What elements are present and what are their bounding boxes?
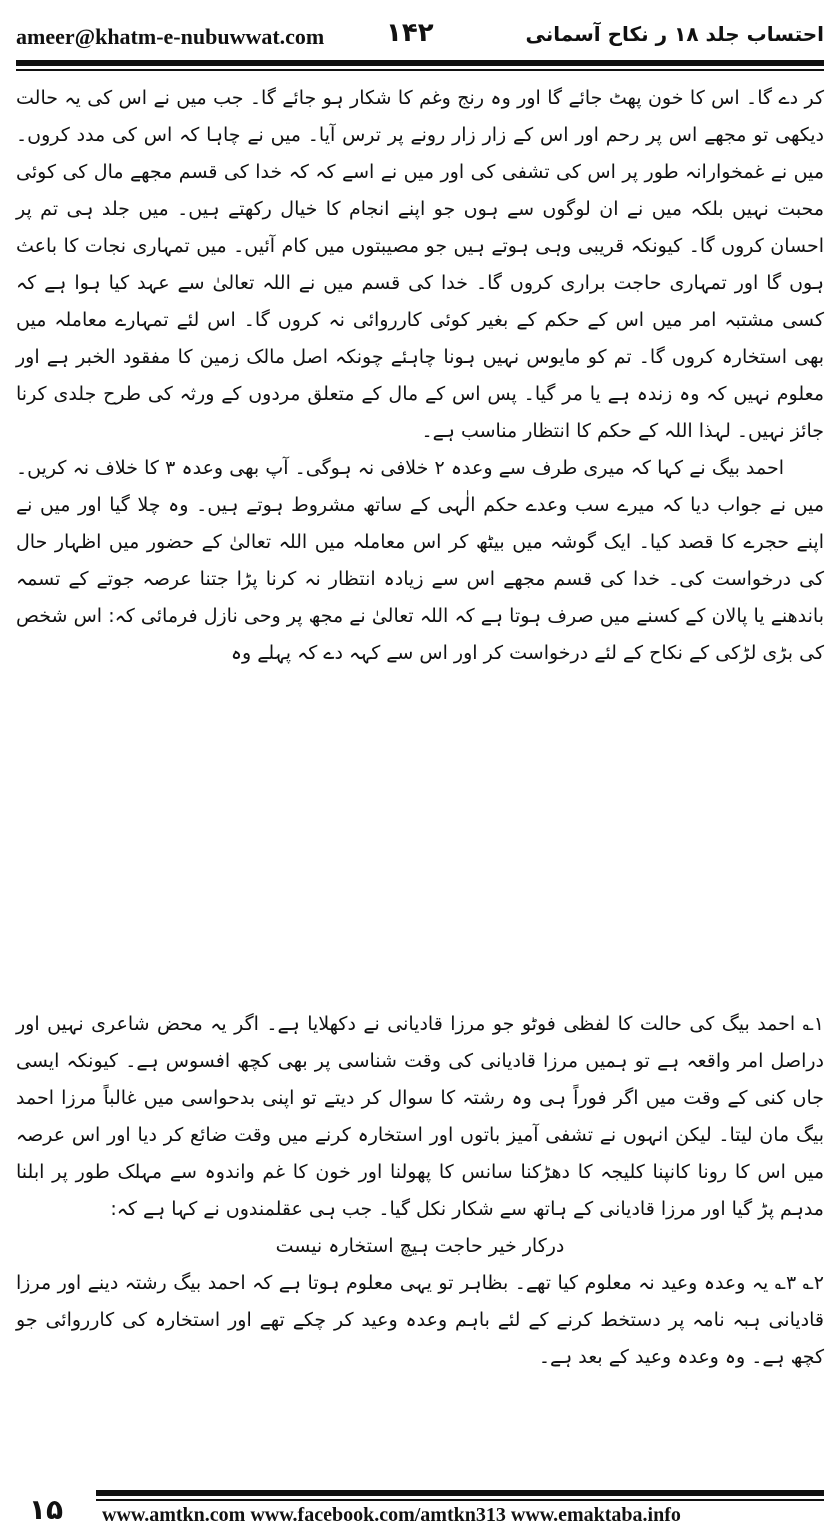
footer-links: www.amtkn.com www.facebook.com/amtkn313 www.emaktaba.info	[102, 1504, 681, 1526]
footnote-2-3: ۲؎ ۳؎ یہ وعدہ وعید نہ معلوم کیا تھے۔ بظاہر تو یہی معلوم ہوتا ہے کہ احمد بیگ رشتہ دینے اور مرزا قادیانی ہبہ نامہ پر دستخط کرنے کے لئے باہم وعدہ وعید کر چکے تھے اور استخارہ کی کارروائی جو کچھ ہے۔ وہ وعدہ وعید کے بعد ہے۔	[16, 1272, 824, 1368]
footer-rule-thin	[96, 1499, 824, 1501]
footnote-verse: درکار خیر حاجت ہیچ استخارہ نیست	[275, 1235, 565, 1257]
footnotes	[16, 1006, 824, 1376]
page-footer	[16, 1488, 824, 1532]
header-rule-thin	[16, 69, 824, 71]
footnote-1: ۱؎ احمد بیگ کی حالت کا لفظی فوٹو جو مرزا قادیانی نے دکھلایا ہے۔ اگر یہ محض شاعری نہیں اور دراصل امر واقعہ ہے تو ہمیں مرزا قادیانی کی وقت شناسی پر بھی کچھ افسوس ہے۔ کیونکہ ایسی جاں کنی کے وقت میں اگر فوراً ہی وہ رشتہ کا سوال کر دیتے تو اپنی بدحواسی میں غالباً مرزا احمد بیگ مان لیتا۔ لیکن انہوں نے تشفی آمیز باتوں اور استخارہ کرنے میں وقت ضائع کر دیا اور اس عرصہ میں اس کا رونا کانپنا کلیجہ کا دھڑکنا سانس کا پھولنا اور خون کا غم واندوہ سے مہلک طور پر ابلنا مدہم پڑ گیا اور مرزا قادیانی کے ہاتھ سے شکار نکل گیا۔ جب ہی عقلمندوں نے کہا ہے کہ:	[16, 1013, 824, 1220]
page-header	[16, 14, 824, 58]
main-text	[16, 80, 824, 672]
footer-page-number: ۱۵	[28, 1493, 64, 1526]
header-email: ameer@khatm-e-nubuwwat.com	[16, 24, 325, 49]
paragraph-1: کر دے گا۔ اس کا خون پھٹ جائے گا اور وہ رنج وغم کا شکار ہو جائے گا۔ جب میں نے اس کی یہ حالت دیکھی تو مجھے اس پر رحم اور اس کے زار زار رونے پر ترس آیا۔ میں نے چاہا کہ اس کی مدد کروں۔ میں نے غمخوارانہ طور پر اس کی تشفی کی اور میں نے اسے کہ کہ خدا کی قسم مجھے مال کی کوئی محبت نہیں بلکہ میں نے ان لوگوں سے ہوں جو اپنے انجام کا خیال رکھتے ہیں۔ میں جلد ہی تم پر احسان کروں گا۔ کیونکہ قریبی وہی ہوتے ہیں جو مصیبتوں میں کام آئیں۔ میں تمہاری نجات کا باعث ہوں گا اور تمہاری حاجت براری کروں گا۔ خدا کی قسم میں نے اللہ تعالیٰ سے عہد کیا ہوا ہے کہ کسی مشتبہ امر میں اس کے حکم کے بغیر کوئی کارروائی نہ کروں گا۔ اس لئے تمہارے معاملہ میں بھی استخارہ کروں گا۔ تم کو مایوس نہیں ہونا چاہئے چونکہ اصل مالک زمین کا مفقود الخبر ہے اور معلوم نہیں کہ وہ زندہ ہے یا مر گیا۔ پس اس کے مال کے متعلق مردوں کے ورثہ کی طرح جلدی کرنا جائز نہیں۔ لہذا اللہ کے حکم کا انتظار مناسب ہے۔	[16, 87, 824, 442]
footer-rule-thick	[96, 1490, 824, 1496]
header-page-number: ۱۴۲	[386, 18, 434, 48]
paragraph-2: احمد بیگ نے کہا کہ میری طرف سے وعدہ ۲ خلافی نہ ہوگی۔ آپ بھی وعدہ ۳ کا خلاف نہ کریں۔ میں نے جواب دیا کہ میرے سب وعدے حکم الٰہی کے ساتھ مشروط ہوتے ہیں۔ وہ چلا گیا اور میں نے اپنے حجرے کا قصد کیا۔ ایک گوشہ میں بیٹھ کر اس معاملہ میں اللہ تعالیٰ کے حضور میں اظہار حال کی درخواست کی۔ خدا کی قسم مجھے اس سے زیادہ انتظار نہ کرنا پڑا جتنا عرصہ جوتے کے تسمہ باندھنے یا پالان کے کسنے میں صرف ہوتا ہے کہ اللہ تعالیٰ نے مجھ پر وحی نازل فرمائی کہ: اس شخص کی بڑی لڑکی کے نکاح کے لئے درخواست کر اور اس سے کہہ دے کہ پہلے وہ	[16, 457, 824, 664]
header-book-title: احتساب جلد ۱۸ ر نکاح آسمانی	[525, 22, 824, 46]
header-rule-thick	[16, 60, 824, 66]
